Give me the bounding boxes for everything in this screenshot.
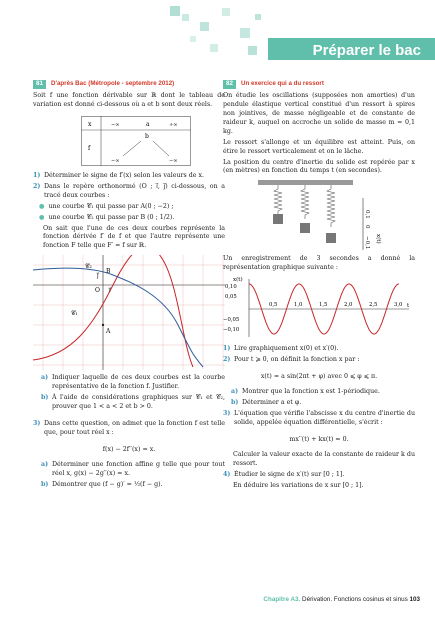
chapter-title: Dérivation. Fonctions cosinus et sinus	[302, 596, 408, 603]
svg-text:i⃗: i⃗	[109, 287, 111, 295]
question-3b: Calculer la valeur exacte de la constante de raideur k du ressort.	[233, 450, 415, 467]
question-2: Dans le repère orthonormé (O ; i⃗, j⃗) ci-dessous, on a tracé deux courbes :	[44, 182, 225, 199]
exercise-title: D'après Bac (Métropole - septembre 2012)	[51, 80, 175, 88]
svg-text:j⃗: j⃗	[97, 272, 99, 280]
page-number: 103	[409, 596, 420, 603]
svg-text:O: O	[95, 287, 100, 295]
x-tick-label: 3,0	[394, 302, 403, 309]
question-a: Indiquer laquelle de ces deux courbes est la courbe représentative de la fonction f. Justifier.	[52, 374, 225, 391]
question-1: Lire graphiquement x(0) et x′(0).	[234, 345, 339, 353]
header-decoration	[0, 0, 435, 72]
x-tick-label: 1,5	[319, 302, 328, 309]
x-tick-label: 2,0	[344, 302, 353, 309]
question-2b: Déterminer a et φ.	[242, 399, 302, 406]
text-2: Le ressort s'allonge et un équilibre est atteint. Puis, on étire le ressort verticalement et on le lâche.	[223, 138, 415, 155]
svg-text:0,05: 0,05	[225, 294, 237, 301]
svg-text:−0,1: −0,1	[364, 236, 370, 250]
question-b: À l'aide de considérations graphiques sur 𝒞₁ et 𝒞₂, prouver que 1 < a < 2 et b > 0.	[52, 394, 225, 411]
svg-text:−0,05: −0,05	[223, 317, 240, 324]
question-3: Dans cette question, on admet que la fonction f est telle que, pour tout réel x :	[44, 420, 225, 436]
curves-graph	[33, 255, 225, 370]
svg-text:x: x	[88, 120, 92, 128]
question-3b: Démontrer que (f − g)′ = ½(f − g).	[52, 480, 163, 488]
x-tick-label: 1,0	[294, 302, 303, 309]
chapter-label: Chapitre A3.	[263, 596, 301, 603]
spring-illustration	[223, 178, 413, 253]
oscillation-chart	[223, 275, 413, 339]
svg-text:b: b	[145, 132, 149, 140]
recording-text: Un enregistrement de 3 secondes a donné la représentation graphique suivante :	[223, 255, 415, 272]
exercise-number: 82	[223, 80, 236, 89]
x-tick-label: 2,5	[369, 302, 378, 309]
text-3: La position du centre d'inertie du solide est repérée par x (en mètres) en fonction du temps t (en secondes).	[223, 158, 415, 175]
exercise-82: 82 Un exercice qui a du ressort On étudie les oscillations (supposées non amorties) d'un pendule élastique vertical constitué d'un ressort à spires non jointives, de masse négligeable et de constante de raideur k, auquel on accroche un solide de masse m = 0,1 kg. Le ressort s'allonge et un équilibre est atteint. Puis, on étire le ressort verticalement et on le lâche. La position du centre d'inertie du solide est repérée par x (en mètres) en fonction du temps t (en secondes). 0,1 0 −0,1 x(t) Un enregistrement de 3 secondes a donné la représentation graphique suivante : x(t) t 0,10 0,05 −0,05 −0,10 0,5 1,0 1,5 2,0 2,5 3,0 1) Lire graphiquement x(0) et x′(0). 2) Pour t ⩾ 0, on définit la fonction x par : x(t) = a sin(2πt + φ) avec 0 ⩽ φ ⩽ π. a) Montrer que la fonction x est 1-périodique. b) Déterminer a et φ. 3) L'équation que vérifie l'abscisse x du centre d'inertie du solide, appelée équation différentielle, s'écrit : mx′′(t) + kx(t) = 0. Calculer la valeur exacte de la constante de raideur k du ressort. 4) Étudier le signe de x′(t) sur [0 ; 1]. En déduire les variations de x sur [0 ; 1].	[223, 80, 415, 489]
svg-text:−∞: −∞	[169, 157, 178, 164]
svg-text:a: a	[146, 120, 150, 128]
svg-text:𝒞₂: 𝒞₂	[85, 263, 92, 271]
question-2-text: On sait que l'une de ces deux courbes représente la fonction dérivée f′ de f et que l'autre représente une fonction F telle que F′ = f sur ℝ.	[43, 224, 225, 250]
question-3a: Déterminer une fonction affine g telle que pour tout réel x, g(x) − 2g′′(x) = x.	[52, 460, 225, 477]
svg-text:x(t): x(t)	[375, 234, 381, 244]
intro-text: Soit f une fonction dérivable sur ℝ dont le tableau de variation est donné ci-dessous où a et b sont deux réels.	[33, 91, 225, 108]
equation-3: mx′′(t) + kx(t) = 0.	[289, 435, 349, 443]
svg-text:0: 0	[364, 225, 370, 229]
x-tick-label: 0,5	[269, 302, 278, 309]
svg-text:A: A	[106, 328, 111, 336]
text-1: On étudie les oscillations (supposées non amorties) d'un pendule élastique vertical constitué d'un ressort à spires non jointives, de masse négligeable et de constante de raideur k, auquel on accroche un solide de masse m = 0,1 kg.	[223, 91, 415, 135]
svg-text:𝒞₁: 𝒞₁	[71, 310, 78, 318]
footer	[220, 596, 420, 605]
exercise-81: 81 D'après Bac (Métropole - septembre 2012) Soit f une fonction dérivable sur ℝ dont le tableau de variation est donné ci-dessous où a et b sont deux réels. x −∞ a +∞ f b −∞ −∞ 1) Déterminer le signe de f′(x) selon les valeurs de x. 2) Dans le repère orthonormé (O ; i⃗, j⃗) ci-dessous, on a tracé deux courbes : ● une courbe 𝒞₁ qui passe par A(0 ; −2) ; ● une courbe 𝒞₂ qui passe par B (0 ; 1/2). On sait que l'une de ces deux courbes représente la fonction dérivée f′ de f et que l'autre représente une fonction F telle que F′ = f sur ℝ. 𝒞₂ 𝒞₁ O i⃗ j⃗ A B a) Indiquer laquelle de ces deux courbes est la courbe représentative de la fonction f. Justifier. b) À l'aide de considérations graphiques sur 𝒞₁ et 𝒞₂, prouver que 1 < a < 2 et b > 0. 3) Dans cette question, on admet que la fonction f est telle que, pour tout réel x : f(x) − 2f′′(x) = x. a) Déterminer une fonction affine g telle que pour tout réel x, g(x) − 2g′′(x) = x. b) Démontrer que (f − g)′ = ½(f − g).	[33, 80, 225, 488]
variation-table	[81, 116, 191, 166]
bullet-c2: une courbe 𝒞₂ qui passe par B (0 ; 1/2).	[48, 213, 175, 221]
svg-text:−∞: −∞	[111, 157, 120, 164]
page-title: Préparer le bac	[312, 42, 421, 59]
question-4b: En déduire les variations de x sur [0 ; 1].	[233, 481, 364, 489]
svg-text:0,1: 0,1	[364, 210, 370, 220]
title-bar	[268, 38, 435, 60]
svg-text:−0,10: −0,10	[223, 327, 240, 334]
question-2: Pour t ⩾ 0, on définit la fonction x par :	[234, 356, 360, 364]
question-2a: Montrer que la fonction x est 1-périodique.	[242, 388, 380, 396]
svg-text:−∞: −∞	[111, 121, 120, 128]
svg-text:0,10: 0,10	[225, 284, 237, 291]
svg-text:t: t	[407, 303, 410, 310]
svg-text:B: B	[106, 268, 111, 276]
svg-text:x(t): x(t)	[233, 277, 243, 284]
question-1: Déterminer le signe de f′(x) selon les valeurs de x.	[44, 171, 205, 179]
svg-text:f: f	[88, 144, 91, 152]
question-3: L'équation que vérifie l'abscisse x du centre d'inertie du solide, appelée équation différentielle, s'écrit :	[234, 409, 415, 426]
exercise-title: Un exercice qui a du ressort	[241, 80, 324, 88]
bullet-c1: une courbe 𝒞₁ qui passe par A(0 ; −2) ;	[48, 202, 174, 210]
question-4: Étudier le signe de x′(t) sur [0 ; 1].	[234, 470, 345, 478]
equation-3: f(x) − 2f′′(x) = x.	[102, 445, 156, 453]
exercise-number: 81	[33, 80, 46, 89]
equation-2: x(t) = a sin(2πt + φ) avec 0 ⩽ φ ⩽ π.	[260, 373, 378, 381]
svg-text:+∞: +∞	[169, 121, 178, 128]
